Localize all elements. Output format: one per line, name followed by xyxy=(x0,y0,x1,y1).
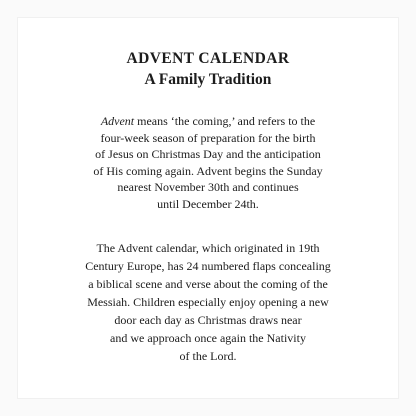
paragraph-line: Century Europe, has 24 numbered flaps concealing xyxy=(85,259,331,273)
paragraph-line: The Advent calendar, which originated in 19th xyxy=(96,241,320,255)
paragraph-line: of His coming again. Advent begins the Sunday xyxy=(93,163,323,178)
paragraph-line: door each day as Christmas draws near xyxy=(114,313,302,327)
paragraph-line: of the Lord. xyxy=(179,349,237,363)
paragraph-line: Messiah. Children especially enjoy opening a new xyxy=(87,295,329,309)
page-subtitle: A Family Tradition xyxy=(144,71,272,88)
paragraph-advent-definition xyxy=(18,113,398,212)
paragraph-line: of Jesus on Christmas Day and the anticipation xyxy=(95,147,321,161)
paragraph-line: until December 24th. xyxy=(157,196,259,211)
document-card xyxy=(18,18,398,398)
paragraph-line: a biblical scene and verse about the coming of the xyxy=(88,277,328,291)
line-text: means ‘the coming,’ and refers to the xyxy=(134,114,316,128)
paragraph-line: nearest November 30th and continues xyxy=(117,180,299,194)
paragraph-line: four-week season of preparation for the birth xyxy=(100,130,316,145)
paragraph-calendar-history xyxy=(18,239,398,365)
heading xyxy=(18,48,398,90)
advent-emphasis: Advent xyxy=(100,114,135,128)
paragraph-line xyxy=(18,113,398,130)
paragraph-line: and we approach once again the Nativity xyxy=(110,331,306,345)
page-title: ADVENT CALENDAR xyxy=(126,50,290,67)
